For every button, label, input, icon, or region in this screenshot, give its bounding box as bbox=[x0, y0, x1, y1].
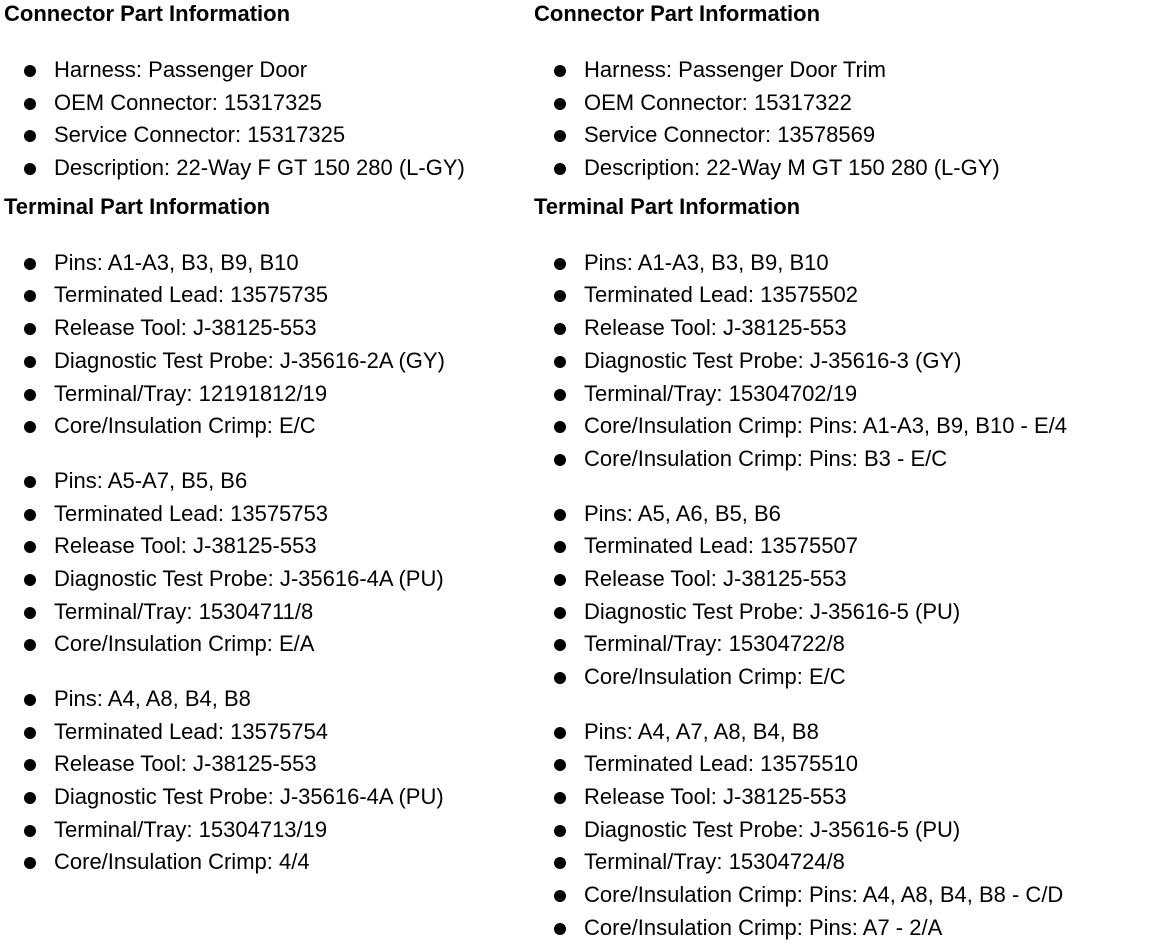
list-item-text: Terminal/Tray: 15304711/8 bbox=[54, 598, 314, 624]
bullet-icon bbox=[554, 421, 566, 433]
bullet-icon bbox=[554, 574, 566, 586]
bullet-icon bbox=[24, 541, 36, 553]
list-item bbox=[534, 443, 1148, 476]
list-item bbox=[4, 530, 530, 563]
terminal-heading: Terminal Part Information bbox=[534, 193, 801, 219]
list-item bbox=[4, 814, 530, 847]
list-item bbox=[4, 54, 530, 87]
list-item bbox=[4, 279, 530, 312]
bullet-icon bbox=[24, 792, 36, 804]
list-item-text: Core/Insulation Crimp: Pins: B3 - E/C bbox=[584, 445, 948, 471]
list-item-text: Release Tool: J-38125-553 bbox=[584, 315, 847, 341]
list-item-text: Service Connector: 13578569 bbox=[584, 122, 876, 148]
bullet-icon bbox=[554, 65, 566, 77]
list-item-text: Terminal/Tray: 15304713/19 bbox=[54, 816, 328, 842]
bullet-icon bbox=[24, 421, 36, 433]
list-item-text: OEM Connector: 15317325 bbox=[54, 89, 322, 115]
bullet-icon bbox=[24, 290, 36, 302]
list-item bbox=[4, 563, 530, 596]
terminal-heading: Terminal Part Information bbox=[4, 193, 271, 219]
list-item-text: Core/Insulation Crimp: Pins: A7 - 2/A bbox=[584, 914, 943, 940]
list-item-text: Pins: A5, A6, B5, B6 bbox=[584, 500, 781, 526]
bullet-icon bbox=[554, 356, 566, 368]
list-item bbox=[534, 498, 1148, 531]
list-item-text: Diagnostic Test Probe: J-35616-5 (PU) bbox=[584, 816, 961, 842]
list-item-text: Pins: A1-A3, B3, B9, B10 bbox=[54, 249, 299, 275]
connector-list bbox=[534, 54, 1148, 185]
bullet-icon bbox=[554, 607, 566, 619]
list-item bbox=[4, 748, 530, 781]
bullet-icon bbox=[24, 65, 36, 77]
left-connector-column bbox=[4, 0, 530, 879]
bullet-icon bbox=[554, 727, 566, 739]
bullet-icon bbox=[554, 923, 566, 935]
right-connector-column bbox=[534, 0, 1148, 945]
list-item bbox=[534, 247, 1148, 280]
list-item bbox=[534, 912, 1148, 945]
list-item-text: Release Tool: J-38125-553 bbox=[54, 751, 317, 777]
list-item bbox=[4, 846, 530, 879]
list-item-text: Pins: A5-A7, B5, B6 bbox=[54, 467, 248, 493]
list-item-text: Release Tool: J-38125-553 bbox=[584, 565, 847, 591]
list-item bbox=[534, 530, 1148, 563]
bullet-icon bbox=[24, 389, 36, 401]
bullet-icon bbox=[24, 694, 36, 706]
bullet-icon bbox=[24, 323, 36, 335]
list-item bbox=[534, 119, 1148, 152]
list-item-text: Core/Insulation Crimp: E/C bbox=[584, 664, 846, 689]
terminal-group-1 bbox=[534, 247, 1148, 476]
list-item-text: Core/Insulation Crimp: Pins: A4, A8, B4, B8 - C/D bbox=[584, 882, 1064, 908]
list-item-text: Diagnostic Test Probe: J-35616-5 (PU) bbox=[584, 598, 961, 624]
bullet-icon bbox=[554, 454, 566, 466]
terminal-group-2 bbox=[4, 465, 530, 661]
list-item-text: Release Tool: J-38125-553 bbox=[584, 784, 847, 810]
bullet-icon bbox=[24, 476, 36, 488]
bullet-icon bbox=[24, 857, 36, 869]
list-item-text: Terminated Lead: 13575502 bbox=[584, 282, 858, 308]
list-item-text: OEM Connector: 15317322 bbox=[584, 89, 852, 115]
list-item bbox=[534, 716, 1148, 749]
bullet-icon bbox=[24, 759, 36, 771]
bullet-icon bbox=[24, 509, 36, 521]
list-item-text: Terminated Lead: 13575735 bbox=[54, 282, 328, 308]
list-item-text: Description: 22-Way M GT 150 280 (L-GY) bbox=[584, 155, 1000, 181]
list-item bbox=[4, 312, 530, 345]
bullet-icon bbox=[24, 639, 36, 651]
list-item bbox=[4, 410, 530, 443]
connector-list bbox=[4, 54, 530, 185]
list-item bbox=[534, 279, 1148, 312]
list-item bbox=[4, 345, 530, 378]
list-item-text: Description: 22-Way F GT 150 280 (L-GY) bbox=[54, 155, 465, 181]
bullet-icon bbox=[24, 258, 36, 270]
list-item bbox=[4, 498, 530, 531]
bullet-icon bbox=[554, 323, 566, 335]
bullet-icon bbox=[554, 857, 566, 869]
list-item-text: Diagnostic Test Probe: J-35616-4A (PU) bbox=[54, 565, 444, 591]
list-item-text: Service Connector: 15317325 bbox=[54, 122, 346, 148]
list-item bbox=[534, 410, 1148, 443]
list-item-text: Terminated Lead: 13575754 bbox=[54, 718, 328, 744]
list-item bbox=[4, 378, 530, 411]
terminal-group-1 bbox=[4, 247, 530, 443]
list-item bbox=[4, 119, 530, 152]
bullet-icon bbox=[554, 509, 566, 521]
list-item-text: Terminated Lead: 13575507 bbox=[584, 533, 858, 559]
list-item-text: Harness: Passenger Door bbox=[54, 57, 308, 82]
terminal-group-3 bbox=[4, 683, 530, 879]
list-item bbox=[534, 661, 1148, 694]
list-item bbox=[4, 628, 530, 661]
connector-heading: Connector Part Information bbox=[4, 1, 291, 26]
list-item-text: Release Tool: J-38125-553 bbox=[54, 315, 317, 341]
bullet-icon bbox=[554, 825, 566, 837]
list-item bbox=[534, 748, 1148, 781]
list-item bbox=[534, 879, 1148, 912]
bullet-icon bbox=[554, 389, 566, 401]
list-item-text: Diagnostic Test Probe: J-35616-4A (PU) bbox=[54, 784, 444, 810]
bullet-icon bbox=[24, 825, 36, 837]
list-item-text: Core/Insulation Crimp: E/A bbox=[54, 631, 315, 657]
list-item-text: Terminal/Tray: 15304722/8 bbox=[584, 631, 845, 657]
list-item-text: Core/Insulation Crimp: E/C bbox=[54, 413, 316, 439]
list-item bbox=[4, 247, 530, 280]
list-item bbox=[534, 312, 1148, 345]
bullet-icon bbox=[554, 890, 566, 902]
list-item bbox=[4, 87, 530, 120]
list-item-text: Pins: A4, A7, A8, B4, B8 bbox=[584, 718, 819, 744]
bullet-icon bbox=[554, 672, 566, 684]
list-item-text: Terminal/Tray: 12191812/19 bbox=[54, 380, 328, 406]
list-item-text: Diagnostic Test Probe: J-35616-2A (GY) bbox=[54, 347, 445, 373]
list-item bbox=[4, 152, 530, 185]
list-item bbox=[534, 814, 1148, 847]
bullet-icon bbox=[24, 607, 36, 619]
list-item-text: Terminated Lead: 13575753 bbox=[54, 500, 328, 526]
list-item bbox=[4, 716, 530, 749]
list-item bbox=[4, 465, 530, 498]
bullet-icon bbox=[554, 639, 566, 651]
bullet-icon bbox=[554, 290, 566, 302]
list-item-text: Harness: Passenger Door Trim bbox=[584, 57, 886, 82]
list-item-text: Terminal/Tray: 15304724/8 bbox=[584, 849, 845, 875]
terminal-group-3 bbox=[534, 716, 1148, 945]
terminal-group-2 bbox=[534, 498, 1148, 694]
list-item-text: Pins: A4, A8, B4, B8 bbox=[54, 686, 251, 711]
list-item-text: Terminal/Tray: 15304702/19 bbox=[584, 380, 858, 406]
list-item-text: Diagnostic Test Probe: J-35616-3 (GY) bbox=[584, 347, 962, 373]
list-item bbox=[534, 596, 1148, 629]
list-item bbox=[534, 152, 1148, 185]
bullet-icon bbox=[554, 759, 566, 771]
bullet-icon bbox=[554, 258, 566, 270]
list-item bbox=[534, 378, 1148, 411]
list-item bbox=[534, 628, 1148, 661]
bullet-icon bbox=[554, 541, 566, 553]
list-item-text: Core/Insulation Crimp: 4/4 bbox=[54, 849, 310, 875]
list-item bbox=[4, 596, 530, 629]
list-item bbox=[4, 683, 530, 716]
list-item bbox=[534, 87, 1148, 120]
bullet-icon bbox=[554, 163, 566, 175]
list-item-text: Terminated Lead: 13575510 bbox=[584, 751, 858, 777]
list-item bbox=[534, 781, 1148, 814]
list-item bbox=[534, 563, 1148, 596]
connector-heading: Connector Part Information bbox=[534, 1, 821, 26]
bullet-icon bbox=[24, 356, 36, 368]
list-item bbox=[534, 345, 1148, 378]
list-item-text: Core/Insulation Crimp: Pins: A1-A3, B9, B10 - E/4 bbox=[584, 413, 1068, 439]
bullet-icon bbox=[24, 98, 36, 110]
bullet-icon bbox=[24, 574, 36, 586]
list-item-text: Release Tool: J-38125-553 bbox=[54, 533, 317, 559]
list-item bbox=[534, 846, 1148, 879]
list-item-text: Pins: A1-A3, B3, B9, B10 bbox=[584, 249, 829, 275]
bullet-icon bbox=[24, 727, 36, 739]
bullet-icon bbox=[24, 163, 36, 175]
list-item bbox=[534, 54, 1148, 87]
bullet-icon bbox=[554, 98, 566, 110]
bullet-icon bbox=[24, 130, 36, 142]
bullet-icon bbox=[554, 792, 566, 804]
bullet-icon bbox=[554, 130, 566, 142]
list-item bbox=[4, 781, 530, 814]
